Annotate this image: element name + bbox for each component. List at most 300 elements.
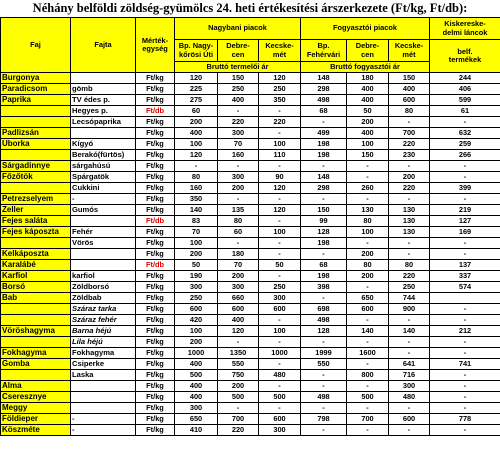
cell-faj: Vöröshagyma [1,326,71,337]
cell-price: 140 [175,205,218,216]
cell-price: 741 [430,359,500,370]
cell-price: 160 [175,183,218,194]
table-row [1,172,500,183]
cell-price: - [259,128,301,139]
cell-price: 400 [175,128,218,139]
cell-price: 200 [389,172,430,183]
cell-price: 230 [389,150,430,161]
cell-price: 200 [175,337,218,348]
table-row [1,205,500,216]
cell-price: - [218,161,259,172]
cell-price: 600 [259,414,301,425]
cell-price: 150 [347,150,389,161]
cell-unit: Ft/db [136,216,175,227]
cell-price: 550 [301,359,347,370]
cell-price: 250 [175,293,218,304]
cell-price: - [218,106,259,117]
table-row [1,348,500,359]
page-title: Néhány belföldi zöldség-gyümölcs 24. heti értékesítési árszerkezete (Ft/kg, Ft/db): [32,1,468,15]
cell-price: - [259,403,301,414]
cell-price: 1999 [301,348,347,359]
cell-price: - [430,370,500,381]
cell-price: 300 [175,403,218,414]
cell-price: 130 [347,205,389,216]
cell-fajta: Száraz tarka [71,304,136,315]
table-row [1,370,500,381]
cell-price: - [347,381,389,392]
cell-faj: Fokhagyma [1,348,71,359]
table-row [1,183,500,194]
cell-price: 200 [218,183,259,194]
header-kecskemet-consumer: Kecske- mét [389,40,430,62]
cell-price: 100 [259,139,301,150]
cell-fajta [71,392,136,403]
cell-price: 400 [175,381,218,392]
cell-fajta [71,260,136,271]
cell-price: - [389,238,430,249]
cell-price: 300 [218,282,259,293]
cell-price: - [389,249,430,260]
cell-price: 150 [301,205,347,216]
cell-faj: Borsó [1,282,71,293]
cell-price: 1350 [218,348,259,359]
cell-price: - [259,359,301,370]
table-row [1,227,500,238]
cell-price: 298 [301,84,347,95]
cell-unit: Ft/kg [136,425,175,436]
cell-price: 499 [301,128,347,139]
cell-unit: Ft/kg [136,348,175,359]
cell-fajta: Vörös [71,238,136,249]
cell-price: - [389,161,430,172]
cell-price: 250 [259,282,301,293]
cell-unit: Ft/kg [136,271,175,282]
header-bp-nagykorosi: Bp. Nagy- kőrösi Úti [175,40,218,62]
cell-price: 160 [218,150,259,161]
cell-price: - [389,425,430,436]
cell-price: 600 [389,95,430,106]
cell-price: 100 [175,139,218,150]
header-domestic-products: belf. termékek [430,40,500,73]
cell-price: 200 [347,117,389,128]
cell-price: - [347,315,389,326]
header-faj: Faj [1,18,71,73]
header-bp-fehervari: Bp. Fehérvári [301,40,347,62]
cell-price: - [259,249,301,260]
cell-price: - [259,194,301,205]
cell-price: 198 [301,271,347,282]
table-row [1,304,500,315]
cell-price: 260 [347,183,389,194]
cell-price: 135 [218,205,259,216]
table-row [1,238,500,249]
cell-price: 60 [218,227,259,238]
cell-price: 716 [389,370,430,381]
cell-faj: Köszméte [1,425,71,436]
cell-price: 550 [218,359,259,370]
cell-faj [1,183,71,194]
cell-faj: Sárgadinnye [1,161,71,172]
cell-price: - [389,403,430,414]
cell-price: 300 [175,282,218,293]
cell-price: 225 [175,84,218,95]
cell-price: 574 [430,282,500,293]
cell-price: 498 [301,95,347,106]
cell-price: 128 [301,326,347,337]
cell-price: 50 [347,106,389,117]
cell-faj [1,304,71,315]
cell-unit: Ft/kg [136,392,175,403]
cell-fajta: Lila héjú [71,337,136,348]
cell-price: 599 [430,95,500,106]
cell-price: 250 [389,282,430,293]
cell-price: 220 [259,117,301,128]
cell-price: 140 [347,326,389,337]
cell-price: 50 [259,260,301,271]
cell-price: 500 [347,392,389,403]
cell-price: 200 [218,271,259,282]
cell-fajta: - [71,414,136,425]
cell-faj: Alma [1,381,71,392]
cell-unit: Ft/kg [136,381,175,392]
cell-price: - [430,381,500,392]
cell-price: - [430,337,500,348]
cell-price: - [430,117,500,128]
cell-price: 660 [218,293,259,304]
cell-unit: Ft/kg [136,337,175,348]
cell-price: 70 [175,227,218,238]
cell-price: 130 [389,227,430,238]
cell-unit: Ft/kg [136,370,175,381]
cell-price: - [259,238,301,249]
cell-price: 641 [389,359,430,370]
table-row [1,282,500,293]
cell-price: 275 [175,95,218,106]
cell-faj: Petrezselyem [1,194,71,205]
table-row [1,95,500,106]
cell-unit: Ft/kg [136,315,175,326]
cell-unit: Ft/kg [136,227,175,238]
table-row [1,337,500,348]
cell-price: - [259,216,301,227]
cell-price: - [430,194,500,205]
cell-price: 500 [259,392,301,403]
cell-price: 198 [301,238,347,249]
cell-price: - [301,249,347,260]
cell-price: 80 [175,172,218,183]
cell-unit: Ft/kg [136,95,175,106]
cell-price: 406 [430,84,500,95]
cell-price: 198 [301,150,347,161]
cell-faj: Cseresznye [1,392,71,403]
cell-fajta [71,403,136,414]
cell-fajta: Fehér [71,227,136,238]
cell-price: - [301,425,347,436]
cell-faj [1,238,71,249]
cell-unit: Ft/kg [136,150,175,161]
cell-fajta [71,249,136,260]
cell-price: - [347,172,389,183]
cell-price: 410 [175,425,218,436]
cell-price: 150 [389,73,430,84]
cell-price: 778 [430,414,500,425]
cell-price: 498 [301,392,347,403]
table-row [1,381,500,392]
cell-price: 337 [430,271,500,282]
header-consumer-price: Bruttó fogyasztói ár [301,62,430,73]
cell-price: - [301,337,347,348]
table-row [1,150,500,161]
cell-unit: Ft/kg [136,205,175,216]
cell-price: - [301,370,347,381]
cell-price: 200 [175,249,218,260]
table-row [1,425,500,436]
cell-price: 80 [218,216,259,227]
cell-price: 300 [218,172,259,183]
cell-faj: Paprika [1,95,71,106]
cell-fajta: Kígyó [71,139,136,150]
cell-price: 212 [430,326,500,337]
table-row [1,249,500,260]
cell-price: 700 [347,414,389,425]
cell-unit: Ft/db [136,106,175,117]
cell-price: - [347,359,389,370]
cell-price: 100 [259,326,301,337]
cell-faj: Földieper [1,414,71,425]
cell-fajta: Fokhagyma [71,348,136,359]
cell-price: 1000 [175,348,218,359]
cell-price: - [347,194,389,205]
cell-faj: Padlizsán [1,128,71,139]
cell-price: 600 [389,414,430,425]
table-row [1,161,500,172]
cell-fajta [71,381,136,392]
table-row [1,315,500,326]
cell-price: - [301,194,347,205]
cell-price: - [430,425,500,436]
cell-price: 219 [430,205,500,216]
cell-faj: Fejes saláta [1,216,71,227]
cell-price: - [347,403,389,414]
cell-price: 70 [218,260,259,271]
cell-fajta [71,128,136,139]
table-row [1,271,500,282]
cell-price: 120 [175,150,218,161]
cell-price: 400 [347,128,389,139]
cell-price: - [430,392,500,403]
cell-price: - [389,315,430,326]
cell-price: 266 [430,150,500,161]
cell-price: - [430,403,500,414]
cell-price: 698 [301,304,347,315]
cell-price: 120 [259,183,301,194]
cell-price: 180 [347,73,389,84]
table-row [1,414,500,425]
table-row [1,73,500,84]
cell-price: 68 [301,260,347,271]
header-producer-price: Bruttó termelői ár [175,62,301,73]
cell-price: 120 [259,205,301,216]
cell-faj [1,315,71,326]
header-consumer: Fogyasztói piacok [301,18,430,40]
cell-price: - [218,238,259,249]
cell-price: 750 [218,370,259,381]
cell-price: - [430,348,500,359]
cell-faj [1,337,71,348]
cell-price: 500 [218,392,259,403]
cell-unit: Ft/kg [136,84,175,95]
cell-price: 350 [175,194,218,205]
cell-price: 1600 [347,348,389,359]
cell-price: - [347,161,389,172]
cell-unit: Ft/kg [136,161,175,172]
cell-price: 800 [347,370,389,381]
cell-price: 400 [347,84,389,95]
cell-fajta: Hegyes p. [71,106,136,117]
cell-fajta: Csiperke [71,359,136,370]
cell-price: - [430,161,500,172]
cell-price: 120 [259,73,301,84]
cell-price: - [259,271,301,282]
cell-faj [1,150,71,161]
cell-fajta: Spárgatök [71,172,136,183]
cell-faj: Meggy [1,403,71,414]
cell-price: 600 [218,304,259,315]
cell-price: - [259,315,301,326]
cell-price: 148 [301,73,347,84]
cell-fajta: Berakó(fürtös) [71,150,136,161]
table-row [1,260,500,271]
cell-price: 200 [347,249,389,260]
cell-price: 399 [430,183,500,194]
cell-price: 99 [301,216,347,227]
cell-price: 244 [430,73,500,84]
cell-price: 137 [430,260,500,271]
cell-price: 90 [259,172,301,183]
cell-price: - [430,304,500,315]
cell-price: - [347,282,389,293]
cell-price: 400 [389,84,430,95]
cell-price: 398 [301,282,347,293]
table-row [1,128,500,139]
table-row [1,326,500,337]
cell-price: 220 [389,139,430,150]
header-fajta: Fajta [71,18,136,73]
cell-unit: Ft/kg [136,326,175,337]
cell-price: 220 [389,271,430,282]
cell-unit: Ft/kg [136,139,175,150]
cell-price: 650 [347,293,389,304]
cell-price: 220 [218,425,259,436]
cell-faj: Karfiol [1,271,71,282]
cell-price: - [389,117,430,128]
header-wholesale: Nagybani piacok [175,18,301,40]
cell-price: 68 [301,106,347,117]
cell-unit: Ft/kg [136,128,175,139]
cell-price: 400 [175,392,218,403]
cell-price: 110 [259,150,301,161]
header-debrecen-wholesale: Debre- cen [218,40,259,62]
cell-price: 140 [389,326,430,337]
cell-price: 300 [259,293,301,304]
cell-price: 50 [175,260,218,271]
cell-unit: Ft/kg [136,172,175,183]
cell-price: 744 [389,293,430,304]
cell-fajta [71,216,136,227]
cell-price: 61 [430,106,500,117]
cell-price: 300 [218,128,259,139]
cell-fajta: Lecsópaprika [71,117,136,128]
cell-price: 498 [301,315,347,326]
cell-price: 127 [430,216,500,227]
cell-price: 198 [301,139,347,150]
cell-price: - [301,161,347,172]
cell-price: - [389,348,430,359]
cell-fajta: TV édes p. [71,95,136,106]
cell-faj [1,106,71,117]
cell-price: 100 [347,139,389,150]
cell-unit: Ft/kg [136,359,175,370]
cell-price: 220 [218,117,259,128]
cell-price: 100 [175,238,218,249]
cell-faj: Bab [1,293,71,304]
cell-unit: Ft/kg [136,238,175,249]
cell-price: 350 [259,95,301,106]
cell-price: 250 [218,84,259,95]
cell-price: 220 [389,183,430,194]
cell-price: 400 [347,95,389,106]
cell-price: - [389,194,430,205]
table-row [1,392,500,403]
table-row [1,293,500,304]
header-debrecen-consumer: Debre- cen [347,40,389,62]
cell-fajta: Gumós [71,205,136,216]
cell-price: 200 [175,117,218,128]
cell-price: 400 [218,315,259,326]
cell-price: 180 [218,249,259,260]
cell-price: 80 [347,260,389,271]
cell-fajta [71,73,136,84]
cell-price: 600 [259,304,301,315]
table-row [1,216,500,227]
cell-fajta: Zöldbab [71,293,136,304]
cell-unit: Ft/kg [136,293,175,304]
cell-price: - [218,403,259,414]
cell-price: 148 [301,172,347,183]
cell-unit: Ft/kg [136,183,175,194]
table-row [1,403,500,414]
cell-price: - [430,172,500,183]
cell-fajta: Barna héjú [71,326,136,337]
cell-unit: Ft/kg [136,304,175,315]
cell-fajta: sárgahúsú [71,161,136,172]
table-row [1,117,500,128]
cell-price: - [259,337,301,348]
cell-price: 190 [175,271,218,282]
cell-price: - [301,293,347,304]
header-retail: Kiskereske- delmi láncok [430,18,500,40]
cell-price: 500 [175,370,218,381]
cell-unit: Ft/kg [136,194,175,205]
cell-price: 600 [347,304,389,315]
cell-unit: Ft/kg [136,414,175,425]
cell-faj: Paradicsom [1,84,71,95]
cell-fajta: Száraz fehér [71,315,136,326]
table-row [1,194,500,205]
cell-price: - [301,117,347,128]
header-kecskemet-wholesale: Kecske- mét [259,40,301,62]
cell-price: 250 [259,84,301,95]
